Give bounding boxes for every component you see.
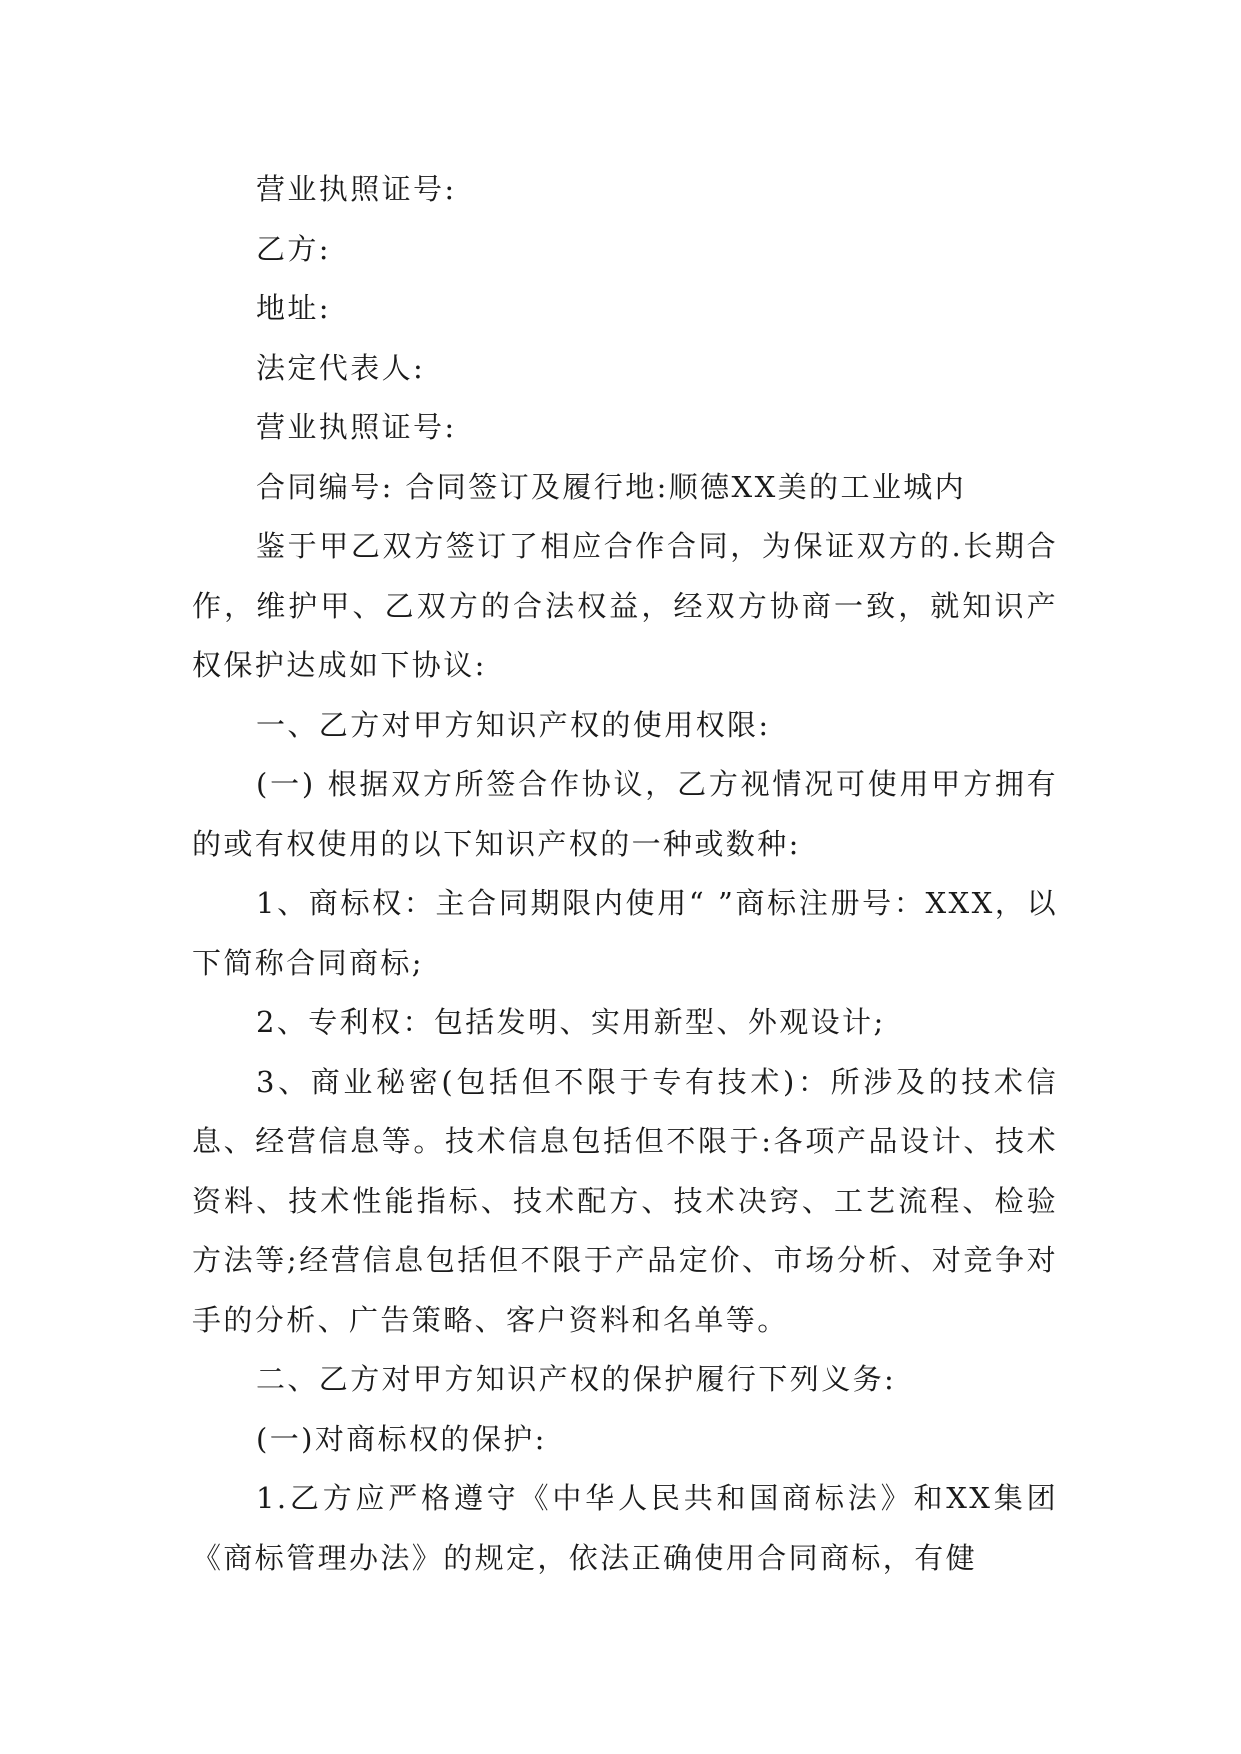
paragraph-legal-representative: 法定代表人: [256,350,426,385]
heading-section-1: 一、乙方对甲方知识产权的使用权限: [256,707,771,742]
paragraph-license-number-2: 营业执照证号: [256,410,457,444]
paragraph-contract-number: 合同编号: 合同签订及履行地:顺德XX美的工业城内 [256,469,967,504]
paragraph-section-1-1: (一) 根据双方所签合作协议，乙方视情况可使用甲方拥有的或有权使用的以下知识产权的一种或数种: [192,767,1058,861]
heading-section-2: 二、乙方对甲方知识产权的保护履行下列义务: [256,1362,897,1396]
paragraph-patent-right: 2、专利权：包括发明、实用新型、外观设计; [256,1005,886,1039]
paragraph-license-number-1: 营业执照证号: [256,172,457,206]
document-body [192,160,1058,1588]
paragraph-trademark-right: 1、商标权：主合同期限内使用“ ”商标注册号：XXX，以下简称合同商标; [192,886,1058,980]
paragraph-address: 地址: [256,291,331,325]
paragraph-trade-secret: 3、商业秘密(包括但不限于专有技术)：所涉及的技术信息、经营信息等。技术信息包括但不限于:各项产品设计、技术资料、技术性能指标、技术配方、技术决窍、工艺流程、检验方法等;经营信息包括但不限于产品定价、市场分析、对竞争对手的分析、广告策略、客户资料和名单等。 [192,1064,1058,1337]
paragraph-section-2-1: (一)对商标权的保护: [256,1421,547,1456]
paragraph-party-b: 乙方: [256,231,331,266]
paragraph-trademark-law: 1.乙方应严格遵守《中华人民共和国商标法》和XX集团《商标管理办法》的规定，依法正确使用合同商标，有健 [192,1481,1058,1575]
paragraph-preamble: 鉴于甲乙双方签订了相应合作合同，为保证双方的.长期合作，维护甲、乙双方的合法权益，经双方协商一致，就知识产权保护达成如下协议: [192,529,1058,682]
